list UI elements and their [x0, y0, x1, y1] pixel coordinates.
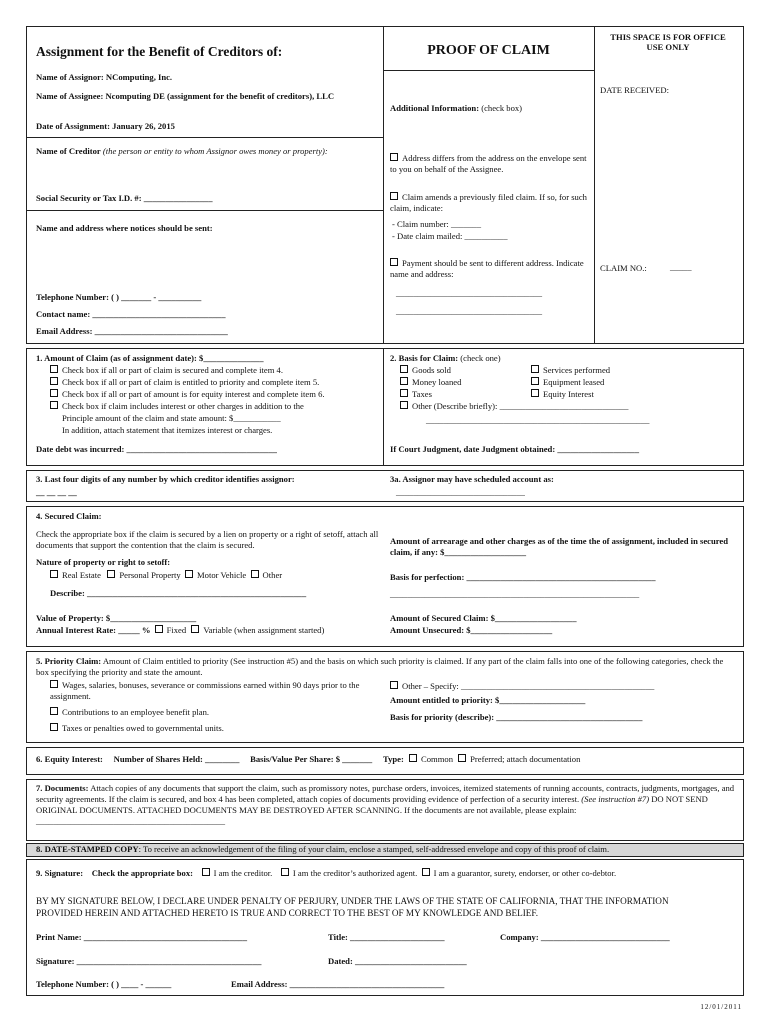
telephone-field[interactable]: Telephone Number: ( ) _______ - __________ — [36, 292, 202, 302]
arrearage-field[interactable]: Amount of arrearage and other charges as of the time the of assignment, included in secured claim, if any: $___________________ — [390, 536, 728, 557]
proof-of-claim-form — [26, 26, 744, 1011]
email-field[interactable]: Email Address: _______________________________ — [36, 326, 228, 336]
goods-sold-checkbox[interactable]: Goods sold — [400, 365, 451, 376]
signer-phone-field[interactable]: Telephone Number: ( ) ____ - ______ — [36, 979, 172, 989]
itemize-note: In addition, attach statement that itemizes interest or charges. — [62, 425, 273, 435]
signature-checkboxes[interactable]: 9. Signature: Check the appropriate box: I am the creditor. I am the creditor’s authorized agent. I am a guarantor, surety, endorser, or other co-debtor. — [36, 868, 617, 878]
other-basis-checkbox[interactable]: Other (Describe briefly): ______________________________ — [400, 401, 628, 412]
perfection-line[interactable]: __________________________________________________________ — [390, 589, 640, 599]
equity-interest-checkbox[interactable]: Equity Interest — [531, 389, 594, 400]
other-priority-checkbox[interactable]: Other – Specify: _____________________________________________ — [390, 681, 654, 692]
priority-claim-desc: 5. Priority Claim: Amount of Claim entitled to priority (See instruction #5) and the basis on which such priority is claimed. If any part of the claim falls into one of the following categories, check the box specifying the priority and state the amount. — [36, 656, 724, 677]
amount-of-claim-field[interactable]: 1. Amount of Claim (as of assignment date): $______________ — [36, 353, 264, 363]
basis-for-claim-label: 2. Basis for Claim: (check one) — [390, 353, 501, 363]
interest-rate-field[interactable]: Annual Interest Rate: _____ % Fixed Variable (when assignment started) — [36, 625, 325, 635]
claim-amends-checkbox[interactable]: Claim amends a previously filed claim. If so, for such claim, indicate: — [390, 192, 587, 213]
taxes-checkbox[interactable]: Taxes — [400, 389, 432, 400]
payment-address-line-2[interactable]: __________________________________ — [396, 306, 543, 316]
date-of-assignment: Date of Assignment: January 26, 2015 — [36, 121, 175, 131]
perfection-field[interactable]: Basis for perfection: ____________________________________________ — [390, 572, 656, 582]
documents-section: 7. Documents: Attach copies of any documents that support the claim, such as promissory notes, purchase orders, invoices, itemized statements of running accounts, contracts, judgments, mortgages, and security agreements. If the claim is secured, and box 4 has been completed, attach copies of documents providing evidence of perfection of a security interest. (See instruction #7) DO NOT SEND ORIGINAL DOCUMENTS. ATTACHED DOCUMENTS MAY BE DESTROYED AFTER SCANNING. If the documents are not available, please explain: ____________________________________________ — [36, 783, 735, 826]
last-four-digits-field[interactable]: __ __ __ __ — [36, 487, 77, 497]
form-revision-date: 12/01/2011 — [700, 1003, 742, 1011]
claim-no-field[interactable]: _____ — [670, 262, 692, 272]
signer-email-field[interactable]: Email Address: ____________________________________ — [231, 979, 445, 989]
proof-of-claim-title: PROOF OF CLAIM — [427, 43, 550, 58]
date-received-label: DATE RECEIVED: — [600, 85, 669, 95]
priority-basis-field[interactable]: Basis for priority (describe): __________________________________ — [390, 712, 643, 722]
assignee-name: Name of Assignee: Ncomputing DE (assignment for the benefit of creditors), LLC — [36, 91, 335, 101]
notice-address-field[interactable]: Name and address where notices should be sent: — [36, 223, 213, 233]
form-title: Assignment for the Benefit of Creditors of: — [36, 44, 283, 59]
unsecured-amount-field[interactable]: Amount Unsecured: $___________________ — [390, 625, 553, 635]
contact-name-field[interactable]: Contact name: _______________________________ — [36, 309, 226, 319]
title-field[interactable]: Title: ______________________ — [328, 932, 445, 942]
nature-label: Nature of property or right to setoff: — [36, 557, 171, 567]
equipment-checkbox[interactable]: Equipment leased — [531, 377, 604, 388]
secured-checkbox[interactable]: Check box if all or part of claim is secured and complete item 4. — [50, 365, 283, 376]
different-address-checkbox[interactable]: Payment should be sent to different address. Indicate name and address: — [390, 258, 584, 279]
secured-amount-field[interactable]: Amount of Secured Claim: $___________________ — [390, 613, 577, 623]
assignor-name: Name of Assignor: NComputing, Inc. — [36, 72, 173, 82]
priority-amount-field[interactable]: Amount entitled to priority: $____________________ — [390, 695, 586, 705]
priority-checkbox[interactable]: Check box if all or part of claim is entitled to priority and complete item 5. — [50, 377, 319, 388]
dated-field[interactable]: Dated: __________________________ — [328, 956, 467, 966]
print-name-field[interactable]: Print Name: ______________________________________ — [36, 932, 248, 942]
scheduled-account-label: 3a. Assignor may have scheduled account as: — [390, 474, 554, 484]
describe-field[interactable]: Describe: ___________________________________________________ — [50, 588, 307, 598]
debt-date-field[interactable]: Date debt was incurred: ___________________________________ — [36, 444, 277, 454]
gov-taxes-checkbox[interactable]: Taxes or penalties owed to governmental units. — [50, 723, 224, 734]
scheduled-account-field[interactable]: ______________________________ — [396, 487, 525, 497]
claim-number-field[interactable]: - Claim number: _______ — [392, 219, 482, 229]
court-judgment-field[interactable]: If Court Judgment, date Judgment obtained: ___________________ — [390, 444, 639, 454]
additional-info-label: Additional Information: (check box) — [390, 103, 523, 113]
creditor-name-label: Name of Creditor (the person or entity to whom Assignor owes money or property): — [36, 146, 328, 156]
equity-interest-row[interactable]: 6. Equity Interest: Number of Shares Held: ________ Basis/Value Per Share: $ _______ Type: Common Preferred; attach documentation — [36, 754, 581, 764]
perjury-declaration: BY MY SIGNATURE BELOW, I DECLARE UNDER PENALTY OF PERJURY, UNDER THE LAWS OF THE STATE OF CALIFORNIA, THAT THE INFORMATION PROVIDED HEREIN AND ATTACHED HERETO IS TRUE AND CORRECT TO THE BEST OF MY KNOWLEDGE AND BELIEF. — [36, 896, 669, 918]
date-mailed-field[interactable]: - Date claim mailed: __________ — [392, 231, 508, 241]
signature-field[interactable]: Signature: ___________________________________________ — [36, 956, 262, 966]
office-use-label: THIS SPACE IS FOR OFFICE USE ONLY — [610, 32, 726, 52]
section-9-frame — [26, 859, 744, 996]
equity-checkbox[interactable]: Check box if all or part of amount is for equity interest and complete item 6. — [50, 389, 325, 400]
money-loaned-checkbox[interactable]: Money loaned — [400, 377, 461, 388]
address-differs-checkbox[interactable]: Address differs from the address on the envelope sent to you on behalf of the Assignee. — [390, 153, 587, 174]
secured-claim-title: 4. Secured Claim: — [36, 511, 102, 521]
company-field[interactable]: Company: ______________________________ — [500, 932, 670, 942]
services-checkbox[interactable]: Services performed — [531, 365, 610, 376]
last-four-digits-label: 3. Last four digits of any number by which creditor identifies assignor: — [36, 474, 295, 484]
interest-checkbox[interactable]: Check box if claim includes interest or other charges in addition to the — [50, 401, 304, 412]
contributions-checkbox[interactable]: Contributions to an employee benefit plan. — [50, 707, 209, 718]
claim-no-label: CLAIM NO.: — [600, 263, 647, 273]
wages-checkbox[interactable]: Wages, salaries, bonuses, severance or commissions earned within 90 days prior to the assignment. — [50, 680, 360, 701]
property-type-checkboxes[interactable]: Real Estate Personal Property Motor Vehicle Other — [50, 570, 282, 581]
other-basis-line[interactable]: ____________________________________________________ — [426, 415, 650, 425]
payment-address-line-1[interactable]: __________________________________ — [396, 288, 543, 298]
principle-amount-field[interactable]: Principle amount of the claim and state amount: $___________ — [62, 413, 281, 423]
value-of-property-field[interactable]: Value of Property: $____________________ — [36, 613, 197, 623]
tax-id-field[interactable]: Social Security or Tax I.D. #: ________________ — [36, 193, 213, 203]
date-stamped-copy: 8. DATE-STAMPED COPY: To receive an acknowledgement of the filing of your claim, enclose a stamped, self-addressed envelope and copy of this proof of claim. — [36, 844, 610, 854]
secured-claim-desc: Check the appropriate box if the claim is secured by a lien on property or a right of setoff, attach all documents that support the contention that the claim is secured. — [36, 529, 379, 550]
